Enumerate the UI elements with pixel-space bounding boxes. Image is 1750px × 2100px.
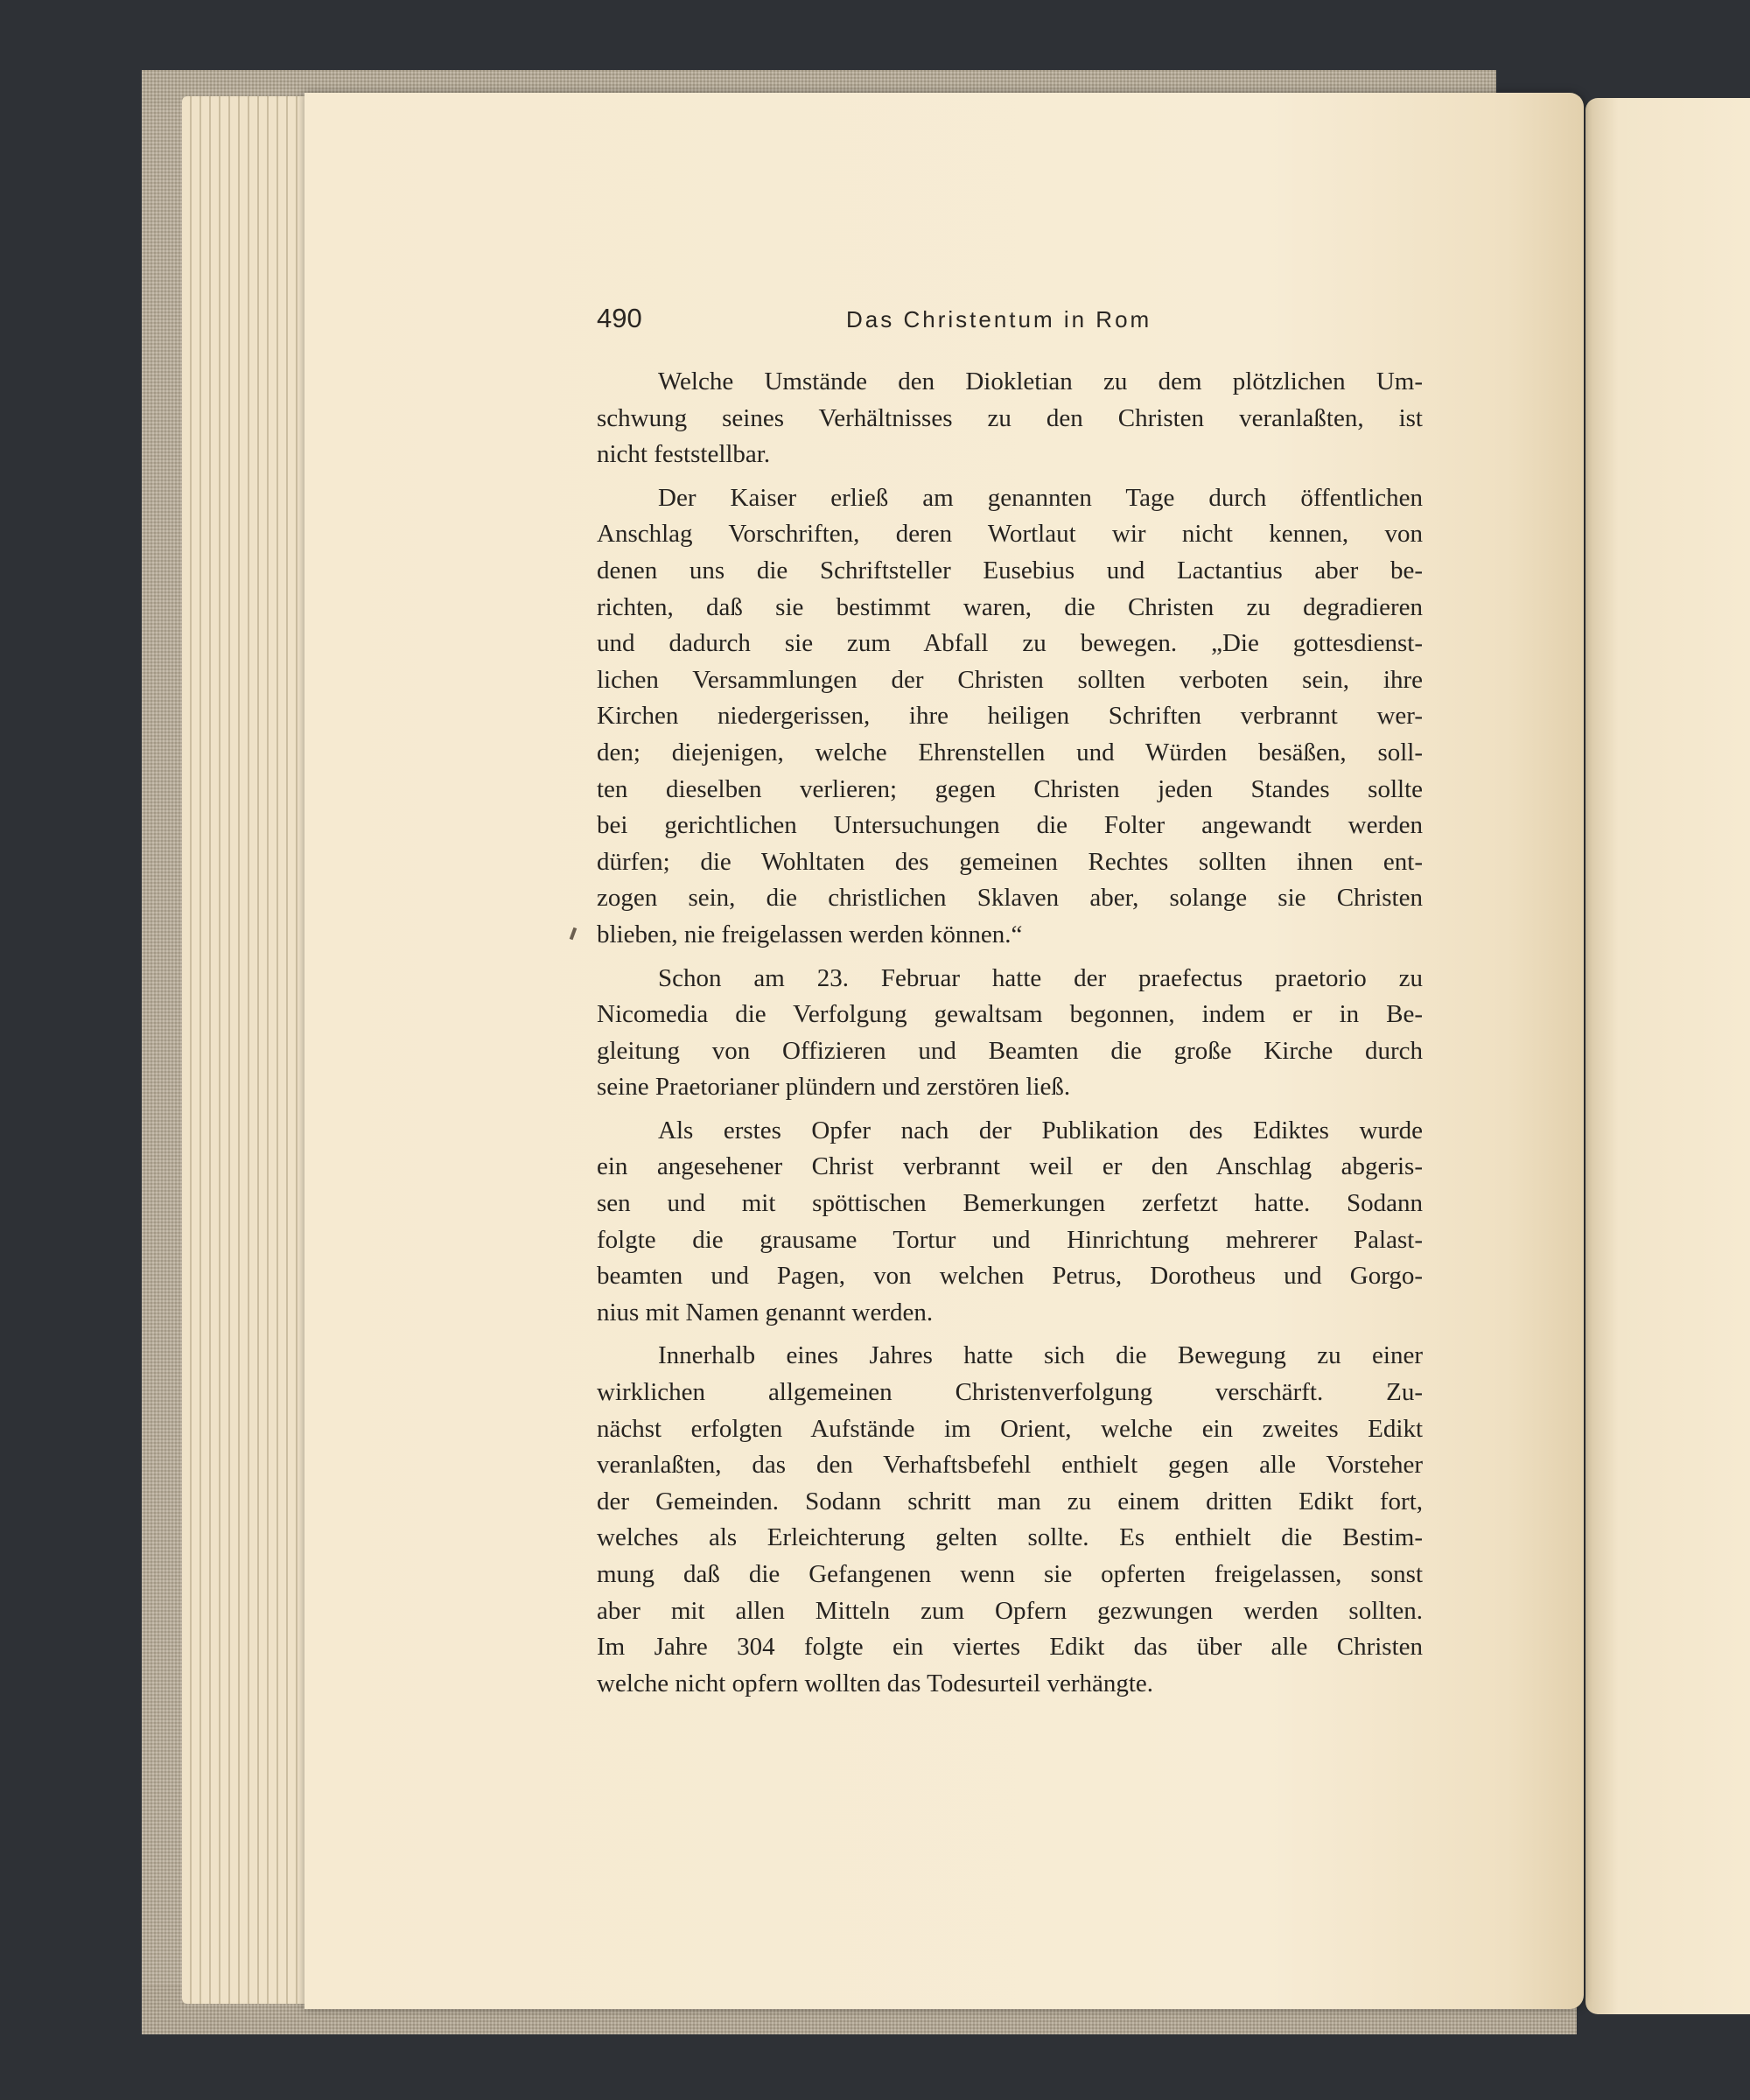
text-line: schwung seines Verhältnisses zu den Christen veranlaßten, ist bbox=[597, 403, 1423, 432]
text-line: beamten und Pagen, von welchen Petrus, Dorotheus und Gorgo- bbox=[597, 1262, 1423, 1291]
paragraph-3 bbox=[597, 961, 1423, 1106]
text-line: aber mit allen Mitteln zum Opfern gezwungen werden sollten. bbox=[597, 1596, 1423, 1625]
text-line: zogen sein, die christlichen Sklaven aber, solange sie Christen bbox=[597, 884, 1423, 913]
text-line: Welche Umstände den Diokletian zu dem plötzlichen Um- bbox=[658, 368, 1423, 396]
text-line: richten, daß sie bestimmt waren, die Christen zu degradieren bbox=[597, 592, 1423, 621]
text-line: und dadurch sie zum Abfall zu bewegen. „Die gottesdienst- bbox=[597, 629, 1423, 658]
paragraph-4 bbox=[597, 1113, 1423, 1332]
text-line: welche nicht opfern wollten das Todesurteil verhängte. bbox=[597, 1669, 1154, 1698]
text-line: dürfen; die Wohltaten des gemeinen Rechtes sollten ihnen ent- bbox=[597, 847, 1423, 876]
text-line: den; diejenigen, welche Ehrenstellen und Würden besäßen, soll- bbox=[597, 738, 1423, 766]
page-number: 490 bbox=[597, 303, 642, 333]
text-line: veranlaßten, das den Verhaftsbefehl enthielt gegen alle Vorsteher bbox=[597, 1451, 1423, 1480]
text-line: nius mit Namen genannt werden. bbox=[597, 1298, 934, 1326]
text-line: mung daß die Gefangenen wenn sie opferten freigelassen, sonst bbox=[597, 1560, 1423, 1588]
text-line: denen uns die Schriftsteller Eusebius und Lactantius aber be- bbox=[597, 556, 1423, 584]
text-line: Innerhalb eines Jahres hatte sich die Bewegung zu einer bbox=[658, 1341, 1423, 1370]
text-line: Nicomedia die Verfolgung gewaltsam begonnen, indem er in Be- bbox=[597, 1000, 1423, 1029]
paragraph-2 bbox=[597, 480, 1423, 954]
text-line: der Gemeinden. Sodann schritt man zu einem dritten Edikt fort, bbox=[597, 1487, 1423, 1516]
text-line: Im Jahre 304 folgte ein viertes Edikt das über alle Christen bbox=[597, 1633, 1423, 1662]
text-line: sen und mit spöttischen Bemerkungen zerfetzt hatte. Sodann bbox=[597, 1189, 1423, 1218]
running-title: Das Christentum in Rom bbox=[846, 306, 1152, 332]
text-line: welches als Erleichterung gelten sollte. Es enthielt die Bestim- bbox=[597, 1523, 1423, 1552]
text-line: Der Kaiser erließ am genannten Tage durch öffentlichen bbox=[658, 483, 1423, 512]
running-head bbox=[597, 303, 1419, 341]
text-line: Anschlag Vorschriften, deren Wortlaut wir nicht kennen, von bbox=[597, 520, 1423, 549]
text-line: ein angesehener Christ verbrannt weil er den Anschlag abgeris- bbox=[597, 1152, 1423, 1181]
text-line: nächst erfolgten Aufstände im Orient, welche ein zweites Edikt bbox=[597, 1414, 1423, 1443]
text-line: bei gerichtlichen Untersuchungen die Folter angewandt werden bbox=[597, 811, 1423, 840]
paragraph-1 bbox=[597, 364, 1423, 473]
text-line: gleitung von Offizieren und Beamten die große Kirche durch bbox=[597, 1036, 1423, 1065]
facing-page-edge bbox=[1586, 98, 1750, 2014]
text-line: ten dieselben verlieren; gegen Christen jeden Standes sollte bbox=[597, 774, 1423, 803]
text-line: Als erstes Opfer nach der Publikation des Ediktes wurde bbox=[658, 1116, 1423, 1144]
paragraph-5 bbox=[597, 1338, 1423, 1702]
text-line: lichen Versammlungen der Christen sollten verboten sein, ihre bbox=[597, 665, 1423, 694]
text-line: wirklichen allgemeinen Christenverfolgung verschärft. Zu- bbox=[597, 1378, 1423, 1407]
text-line: Schon am 23. Februar hatte der praefectus praetorio zu bbox=[658, 963, 1423, 992]
text-line: Kirchen niedergerissen, ihre heiligen Schriften verbrannt wer- bbox=[597, 702, 1423, 731]
stacked-page-edges bbox=[182, 96, 313, 2004]
text-line: folgte die grausame Tortur und Hinrichtung mehrerer Palast- bbox=[597, 1225, 1423, 1254]
text-line: blieben, nie freigelassen werden können.“ bbox=[597, 920, 1023, 948]
text-line: nicht feststellbar. bbox=[597, 440, 771, 469]
text-line: seine Praetorianer plündern und zerstören ließ. bbox=[597, 1073, 1071, 1102]
body-text bbox=[597, 364, 1423, 1709]
